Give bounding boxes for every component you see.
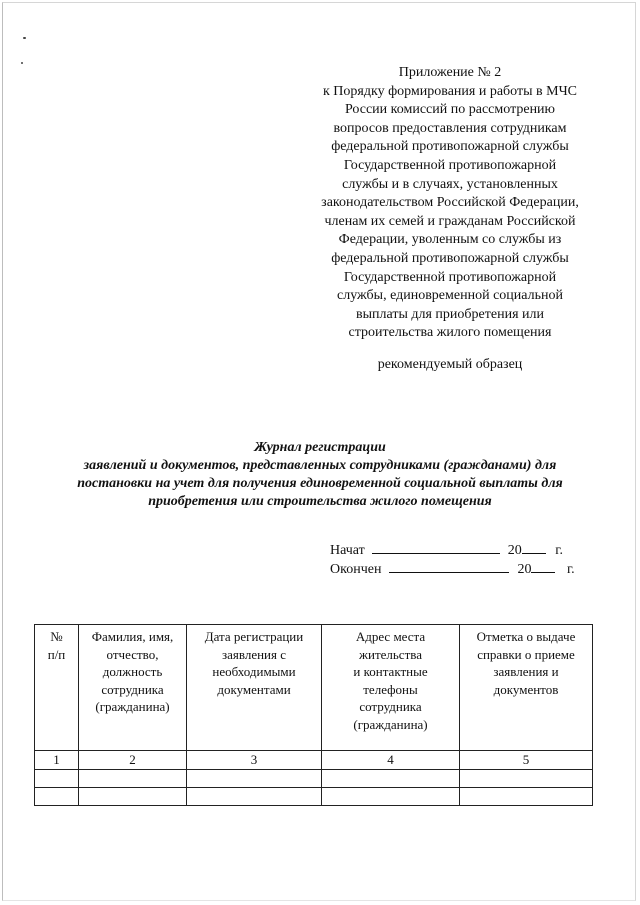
appendix-line: федеральной противопожарной службы <box>331 139 569 155</box>
started-year-suffix: г. <box>555 543 563 558</box>
appendix-line: членам их семей и гражданам Российской <box>324 213 576 229</box>
empty-cell[interactable] <box>187 769 322 787</box>
header-line: заявления и <box>493 664 559 679</box>
appendix-line: службы и в случаях, установленных <box>342 176 558 192</box>
column-number: 4 <box>322 751 460 770</box>
journal-dates <box>330 541 575 579</box>
appendix-line: выплаты для приобретения или <box>356 306 544 322</box>
column-number: 5 <box>460 751 593 770</box>
empty-cell[interactable] <box>35 769 79 787</box>
empty-cell[interactable] <box>322 769 460 787</box>
table-row <box>35 787 593 805</box>
appendix-line: законодательством Российской Федерации, <box>321 195 579 211</box>
appendix-line: России комиссий по рассмотрению <box>344 102 556 118</box>
header-line: сотрудника <box>101 681 164 697</box>
started-date-blank[interactable] <box>372 541 500 554</box>
empty-cell[interactable] <box>79 769 187 787</box>
header-address-phones <box>322 625 460 751</box>
empty-cell[interactable] <box>460 769 593 787</box>
table-row <box>35 769 593 787</box>
header-line: отчество, <box>106 646 159 662</box>
journal-title-line: постановки на учет для получения единовременной социальной выплаты для <box>77 476 563 491</box>
journal-title-line: заявлений и документов, представленных сотрудниками (гражданами) для <box>83 458 557 473</box>
journal-title-line: Журнал регистрации <box>254 440 386 455</box>
appendix-line: вопросов предоставления сотрудникам <box>333 120 567 136</box>
appendix-line: Государственной противопожарной <box>343 157 557 173</box>
ended-label: Окончен <box>330 562 382 577</box>
started-row <box>330 541 575 560</box>
header-line: необходимыми <box>212 664 296 679</box>
empty-cell[interactable] <box>460 787 593 805</box>
header-line: заявления с <box>221 646 287 662</box>
ended-year-prefix: 20 <box>517 562 532 577</box>
empty-cell[interactable] <box>79 787 187 805</box>
column-number: 3 <box>187 751 322 770</box>
appendix-line: строительства жилого помещения <box>348 325 552 341</box>
header-line: и контактные <box>353 664 428 679</box>
appendix-line: службы, единовременной социальной <box>337 288 563 304</box>
empty-cell[interactable] <box>187 787 322 805</box>
registration-table <box>34 624 593 806</box>
appendix-line: к Порядку формирования и работы в МЧС <box>322 83 578 99</box>
header-full-name <box>79 625 187 751</box>
ended-year-blank[interactable] <box>531 560 555 573</box>
started-year-prefix: 20 <box>507 543 522 558</box>
sample-label: рекомендуемый образец <box>377 357 523 372</box>
ended-row <box>330 560 575 579</box>
header-line: документов <box>493 681 559 697</box>
header-line: телефоны <box>363 681 418 697</box>
header-line: п/п <box>47 646 66 662</box>
header-line: Отметка о выдаче <box>476 629 576 644</box>
appendix-block <box>300 64 600 343</box>
appendix-line: федеральной противопожарной службы <box>331 250 569 266</box>
header-line: документами <box>217 681 291 697</box>
header-line: справки о приеме <box>477 646 575 662</box>
header-certificate-mark <box>460 625 593 751</box>
header-number <box>35 625 79 751</box>
header-line: № <box>50 629 63 644</box>
empty-cell[interactable] <box>35 787 79 805</box>
header-line: должность <box>102 664 163 679</box>
header-line: жительства <box>359 646 422 662</box>
column-numbering-row <box>35 751 593 770</box>
scan-speck <box>23 37 26 39</box>
ended-date-blank[interactable] <box>389 560 509 573</box>
appendix-line: Федерации, уволенным со службы из <box>338 232 562 248</box>
column-number: 1 <box>35 751 79 770</box>
scan-speck <box>21 62 23 64</box>
appendix-line: Государственной противопожарной <box>343 269 557 285</box>
header-line: Фамилия, имя, <box>91 629 174 644</box>
header-line: Дата регистрации <box>204 629 304 644</box>
header-line: (гражданина) <box>353 716 428 732</box>
header-registration-date <box>187 625 322 751</box>
header-line: (гражданина) <box>95 699 170 714</box>
journal-title <box>20 439 620 511</box>
column-number: 2 <box>79 751 187 770</box>
started-label: Начат <box>330 543 365 558</box>
appendix-line: Приложение № 2 <box>398 65 502 80</box>
empty-cell[interactable] <box>322 787 460 805</box>
journal-title-line: приобретения или строительства жилого помещения <box>148 494 492 509</box>
ended-year-suffix: г. <box>566 562 575 577</box>
header-line: Адрес места <box>355 629 426 644</box>
started-year-blank[interactable] <box>522 541 546 554</box>
table-header-row <box>35 625 593 751</box>
header-line: сотрудника <box>359 699 422 714</box>
